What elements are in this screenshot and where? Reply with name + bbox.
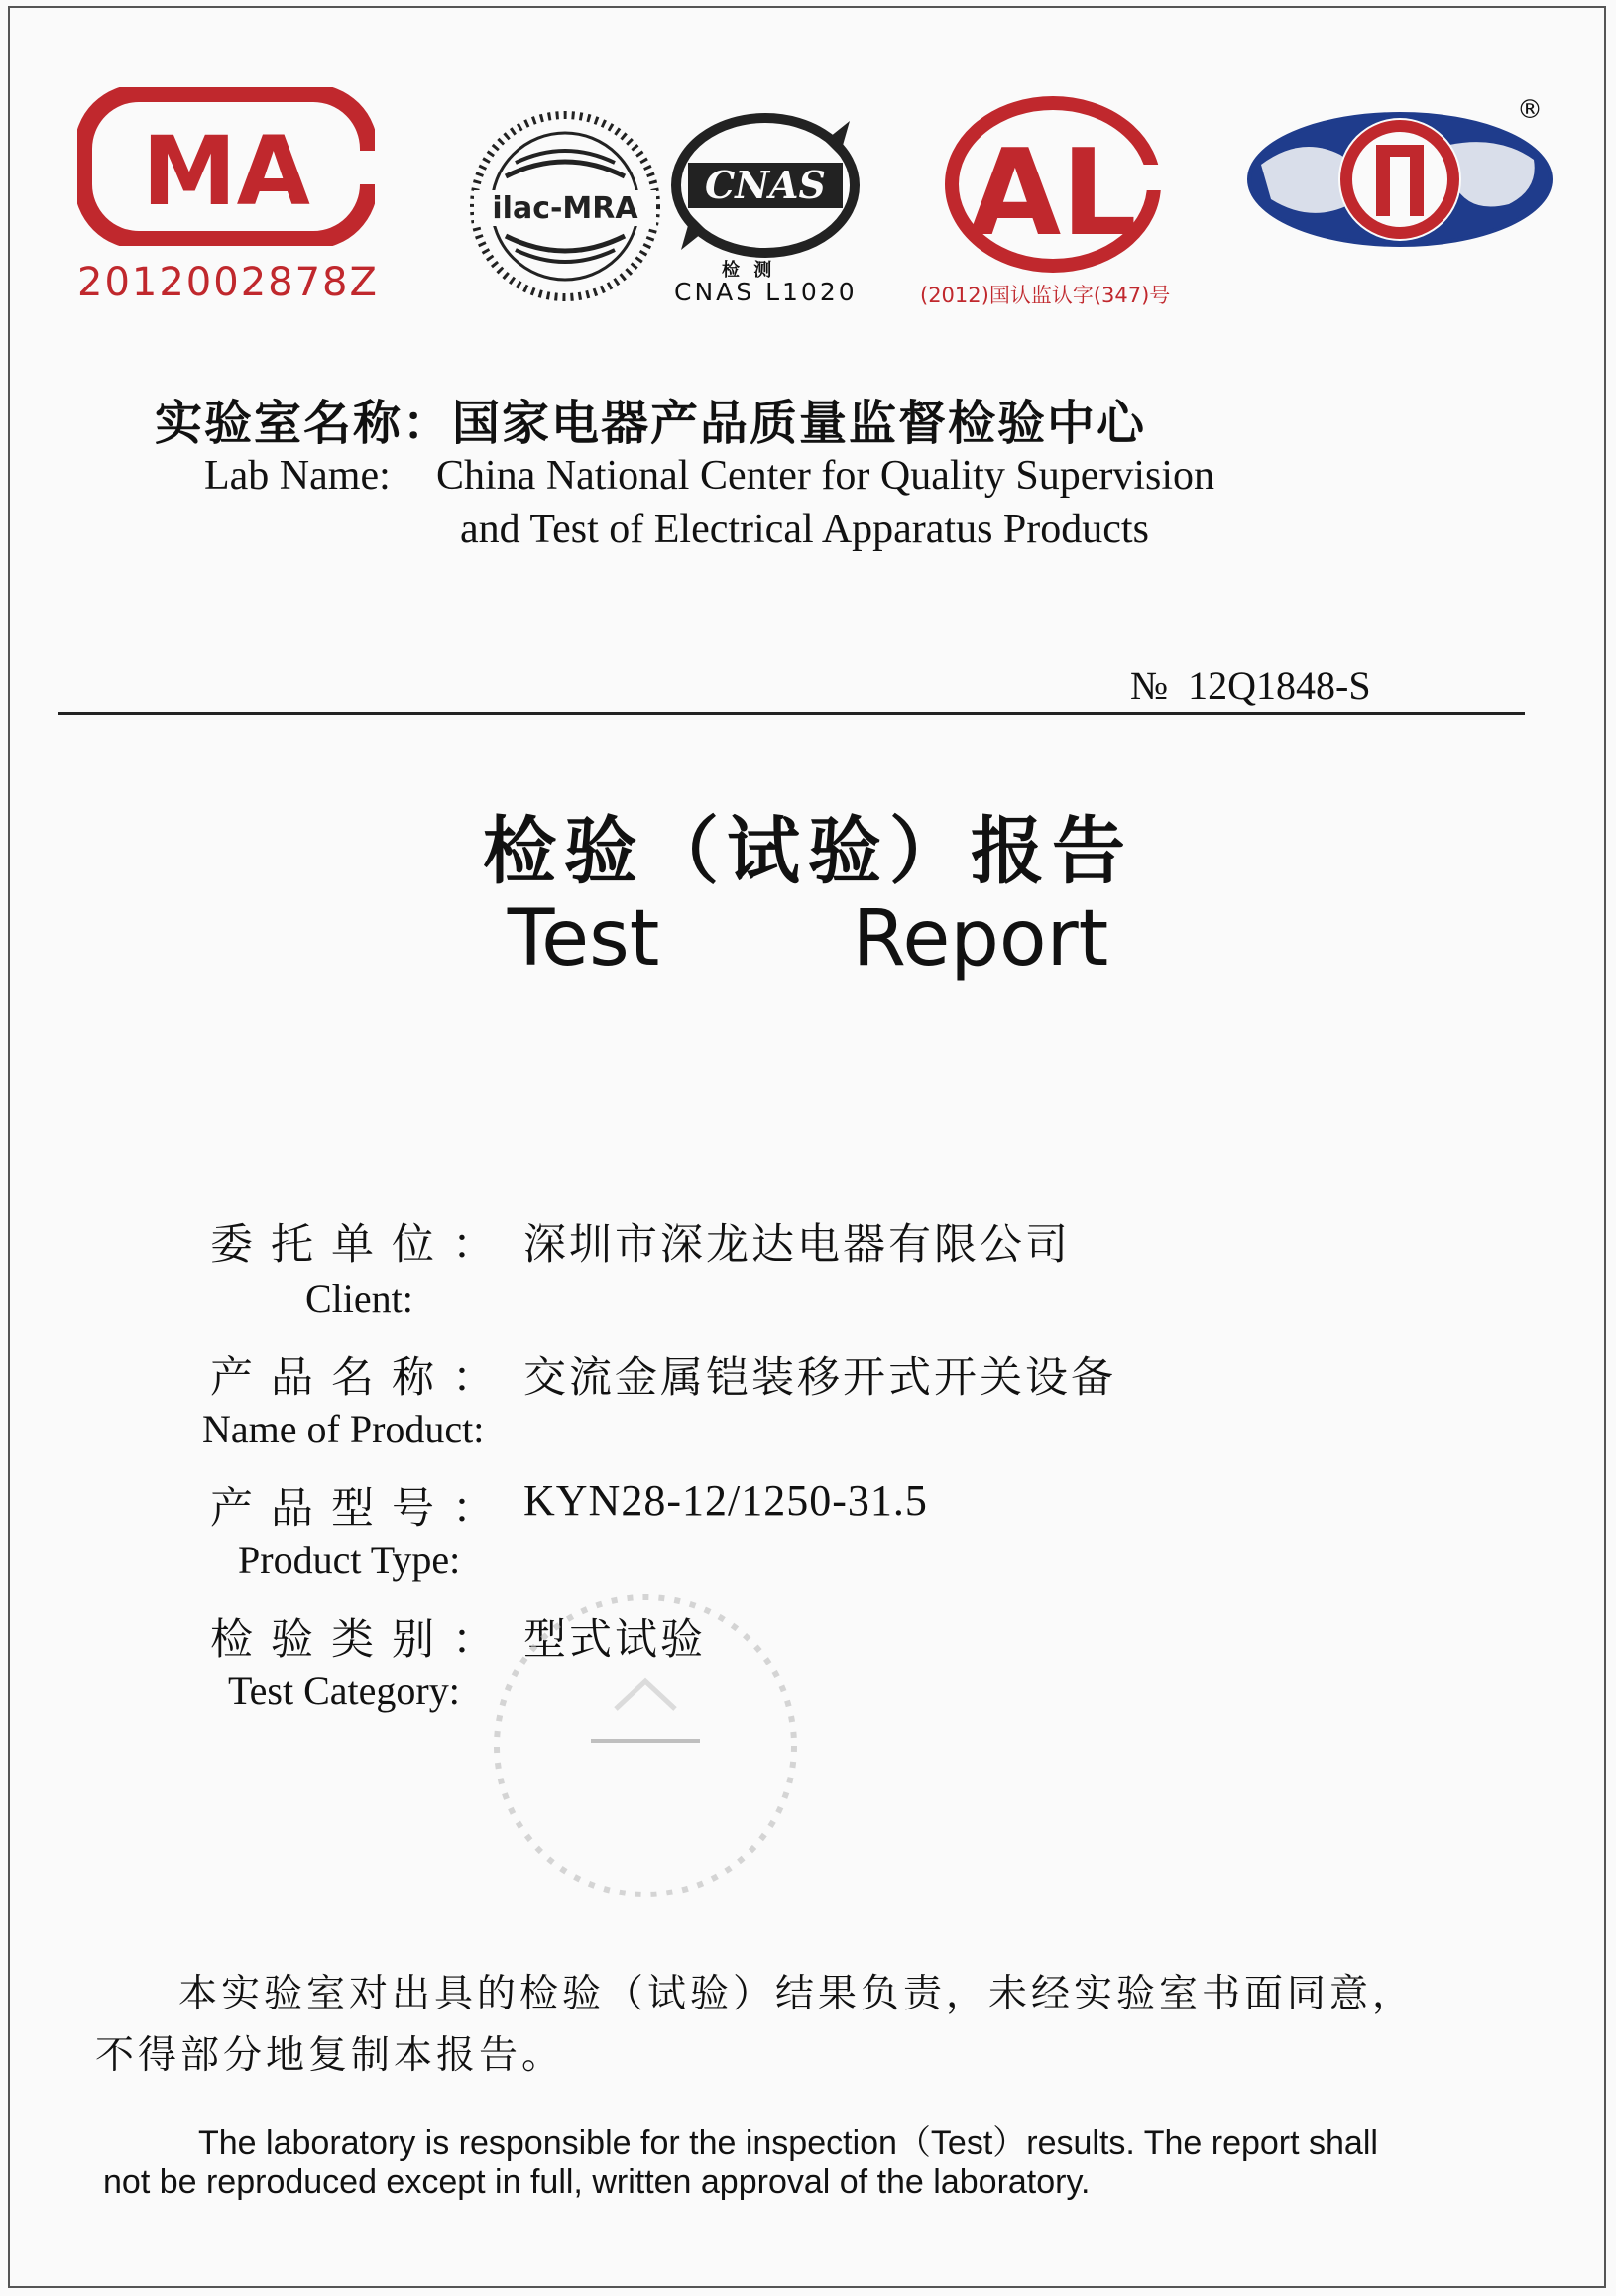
cal-logo (944, 95, 1162, 274)
ilac-logo-mark (466, 107, 664, 305)
report-number-symbol: № (1130, 663, 1169, 708)
ilac-logo-text: ilac-MRA (492, 191, 638, 226)
client-label-en: Client: (305, 1276, 413, 1320)
cal-logo-text: AL (969, 125, 1137, 263)
lab-name-en-line1: China National Center for Quality Supervision (436, 453, 1215, 499)
cnas-code: CNAS L1020 (674, 278, 858, 306)
product-name-value: 交流金属铠装移开式开关设备 (523, 1353, 1116, 1403)
cnas-sub-label: 检 测 (722, 260, 776, 281)
stamp-mark (482, 1582, 809, 1909)
header-divider (58, 712, 1525, 715)
report-number-value: 12Q1848-S (1188, 663, 1371, 708)
cnas-logo-mark (666, 111, 865, 260)
product-type-label-en: Product Type: (238, 1538, 461, 1582)
notice-cn-line2: 不得部分地复制本报告。 (95, 2033, 565, 2078)
faded-stamp (482, 1582, 809, 1913)
notice-en-line1: The laboratory is responsible for the inspection（Test）results. The report shall (198, 2124, 1378, 2162)
page-border (8, 6, 1606, 2288)
product-type-label-cn: 产品型号： (210, 1484, 513, 1534)
report-title-cn: 检验（试验）报告 (483, 809, 1133, 894)
cnas-logo (666, 111, 865, 260)
ilac-logo (466, 107, 664, 305)
cal-logo-mark (944, 95, 1162, 274)
client-value: 深圳市深龙达电器有限公司 (523, 1220, 1071, 1270)
test-category-label-cn: 检验类别： (210, 1615, 513, 1665)
client-label-cn: 委托单位： (210, 1220, 513, 1270)
cnas-logo-text: CNAS (705, 163, 826, 207)
test-category-label-en: Test Category: (228, 1668, 460, 1713)
product-name-label-cn: 产品名称： (210, 1353, 513, 1403)
lab-name-cn-value: 国家电器产品质量监督检验中心 (452, 396, 1147, 451)
report-number (1130, 662, 1371, 709)
registered-mark: ® (1517, 95, 1543, 125)
product-name-label-en: Name of Product: (202, 1407, 485, 1451)
cqc-logo (1241, 105, 1558, 254)
cma-logo (77, 87, 375, 246)
product-type-value: KYN28-12/1250-31.5 (523, 1476, 928, 1525)
globe-icon (1241, 105, 1558, 254)
lab-name-cn-label: 实验室名称： (155, 396, 453, 451)
notice-cn-line1: 本实验室对出具的检验（试验）结果负责，未经实验室书面同意， (178, 1972, 1416, 2016)
notice-en-line2: not be reproduced except in full, written approval of the laboratory. (103, 2163, 1091, 2201)
lab-name-en-line2: and Test of Electrical Apparatus Products (460, 507, 1149, 552)
lab-name-en-label: Lab Name: (204, 453, 391, 499)
cal-accreditation-note: (2012)国认监认字(347)号 (920, 284, 1171, 307)
test-category-value: 型式试验 (523, 1615, 706, 1665)
cma-logo-text: MA (142, 116, 310, 227)
report-title-en: Test Report (507, 894, 1109, 983)
cma-number: 2012002878Z (77, 260, 379, 305)
cma-logo-mark (77, 87, 375, 246)
lab-name-cn (155, 385, 1146, 453)
